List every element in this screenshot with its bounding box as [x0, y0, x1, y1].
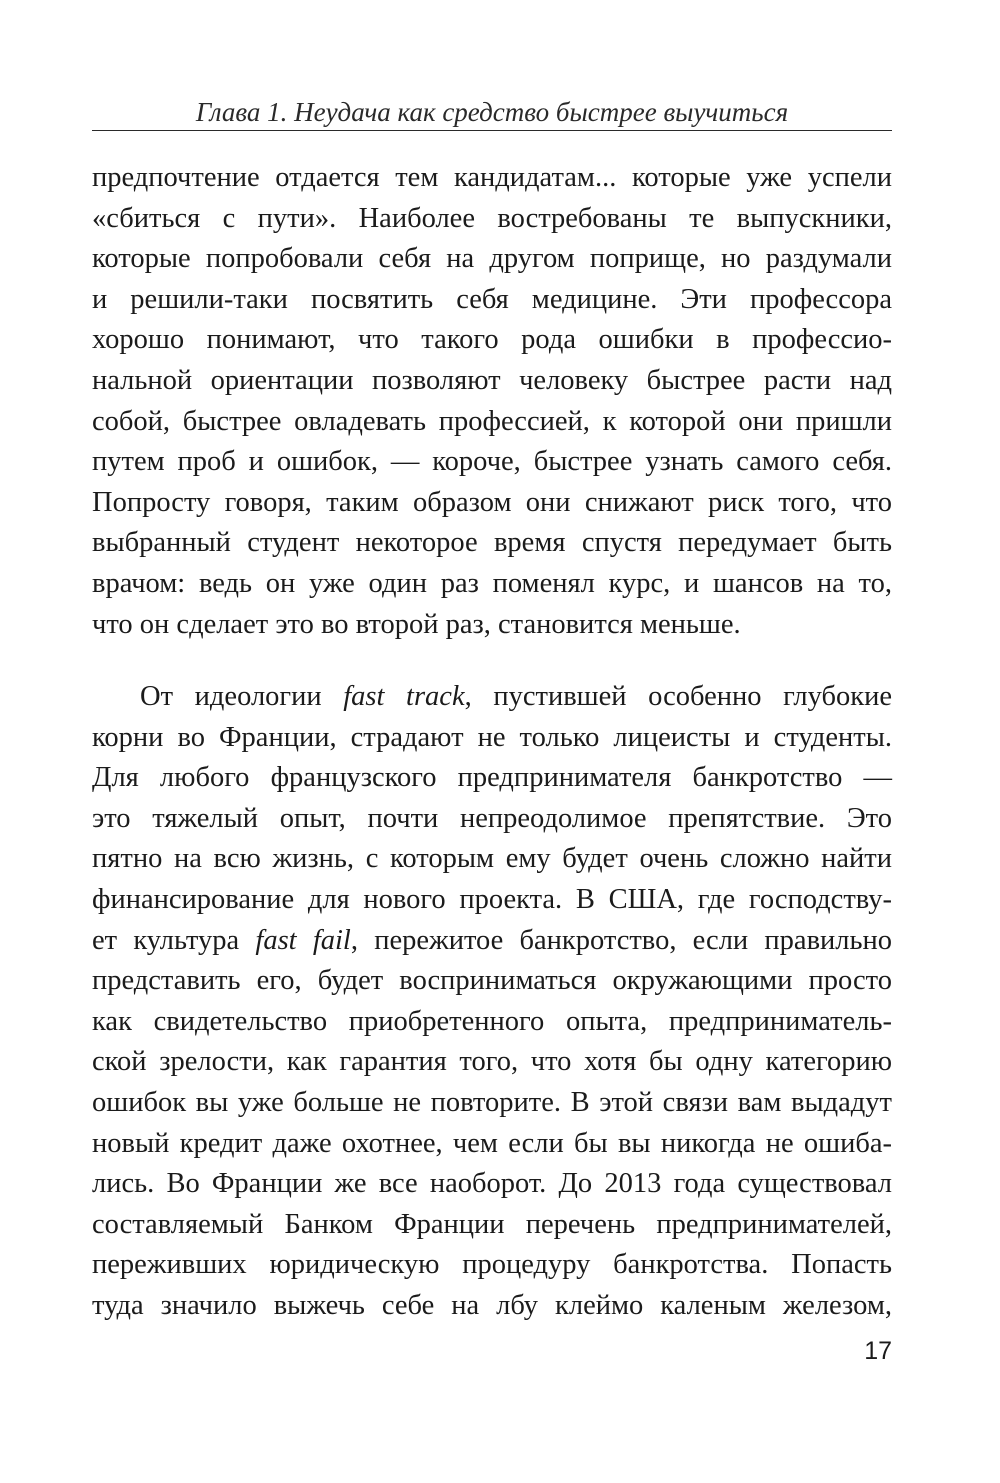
text-run: , пережитое банкротство, если правильно: [350, 924, 892, 956]
text-line: финансирование для нового проекта. В США, где господству-: [92, 883, 892, 915]
text-line: путем проб и ошибок, — короче, быстрее узнать самого себя.: [92, 446, 892, 478]
text-line: и решили-таки посвятить себя медицине. Эти профессора: [92, 283, 892, 315]
page-number: 17: [864, 1337, 892, 1365]
text-line: «сбиться с пути». Наиболее востребованы те выпускники,: [92, 202, 892, 234]
text-line: новый кредит даже охотнее, чем если бы вы никогда не ошиба-: [92, 1127, 892, 1159]
text-line: пятно на всю жизнь, с которым ему будет очень сложно найти: [92, 843, 892, 875]
text-run: От идеологии: [140, 681, 344, 712]
text-line: [92, 921, 892, 962]
italic-term-fast-fail: fast fail: [255, 924, 351, 956]
text-line: переживших юридическую процедуру банкротства. Попасть: [92, 1249, 892, 1281]
text-line: представить его, будет восприниматься окружающими просто: [92, 965, 892, 997]
text-line: корни во Франции, страдают не только лицеисты и студенты.: [92, 721, 892, 753]
text-line: лись. Во Франции же все наоборот. До 2013 года существовал: [92, 1168, 892, 1200]
text-line: врачом: ведь он уже один раз поменял курс, и шансов на то,: [92, 567, 892, 599]
text-line: ошибок вы уже больше не повторите. В этой связи вам выдадут: [92, 1086, 892, 1118]
text-line: хорошо понимают, что такого рода ошибки в профессио-: [92, 324, 892, 356]
italic-term-fast-track: fast track: [343, 681, 465, 712]
text-line: это тяжелый опыт, почти непреодолимое препятствие. Это: [92, 802, 892, 834]
text-line: которые попробовали себя на другом поприще, но раздумали: [92, 243, 892, 275]
text-line: Для любого французского предпринимателя банкротство —: [92, 762, 892, 794]
text-run: ет культура: [92, 924, 256, 956]
text-line: [92, 677, 892, 718]
text-line: туда значило выжечь себе на лбу клеймо каленым железом,: [92, 1289, 892, 1321]
running-head: Глава 1. Неудача как средство быстрее выучиться: [195, 97, 789, 127]
text-line: ской зрелости, как гарантия того, что хотя бы одну категорию: [92, 1046, 892, 1078]
text-line: Попросту говоря, таким образом они снижают риск того, что: [92, 486, 892, 518]
text-line: как свидетельство приобретенного опыта, предприниматель-: [92, 1005, 892, 1037]
text-line: составляемый Банком Франции перечень предпринимателей,: [92, 1208, 892, 1240]
text-line: нальной ориентации позволяют человеку быстрее расти над: [92, 364, 892, 396]
text-run: , пустившей особенно глубокие: [464, 681, 892, 712]
text-line: предпочтение отдается тем кандидатам... которые уже успели: [92, 162, 892, 193]
paragraph-1: [92, 158, 892, 645]
paragraph-2: [92, 677, 892, 1327]
text-line: собой, быстрее овладевать профессией, к которой они пришли: [92, 405, 892, 437]
header-rule: [92, 130, 892, 131]
text-line: что он сделает это во второй раз, становится меньше.: [92, 608, 741, 640]
text-line: выбранный студент некоторое время спустя передумает быть: [92, 527, 892, 559]
